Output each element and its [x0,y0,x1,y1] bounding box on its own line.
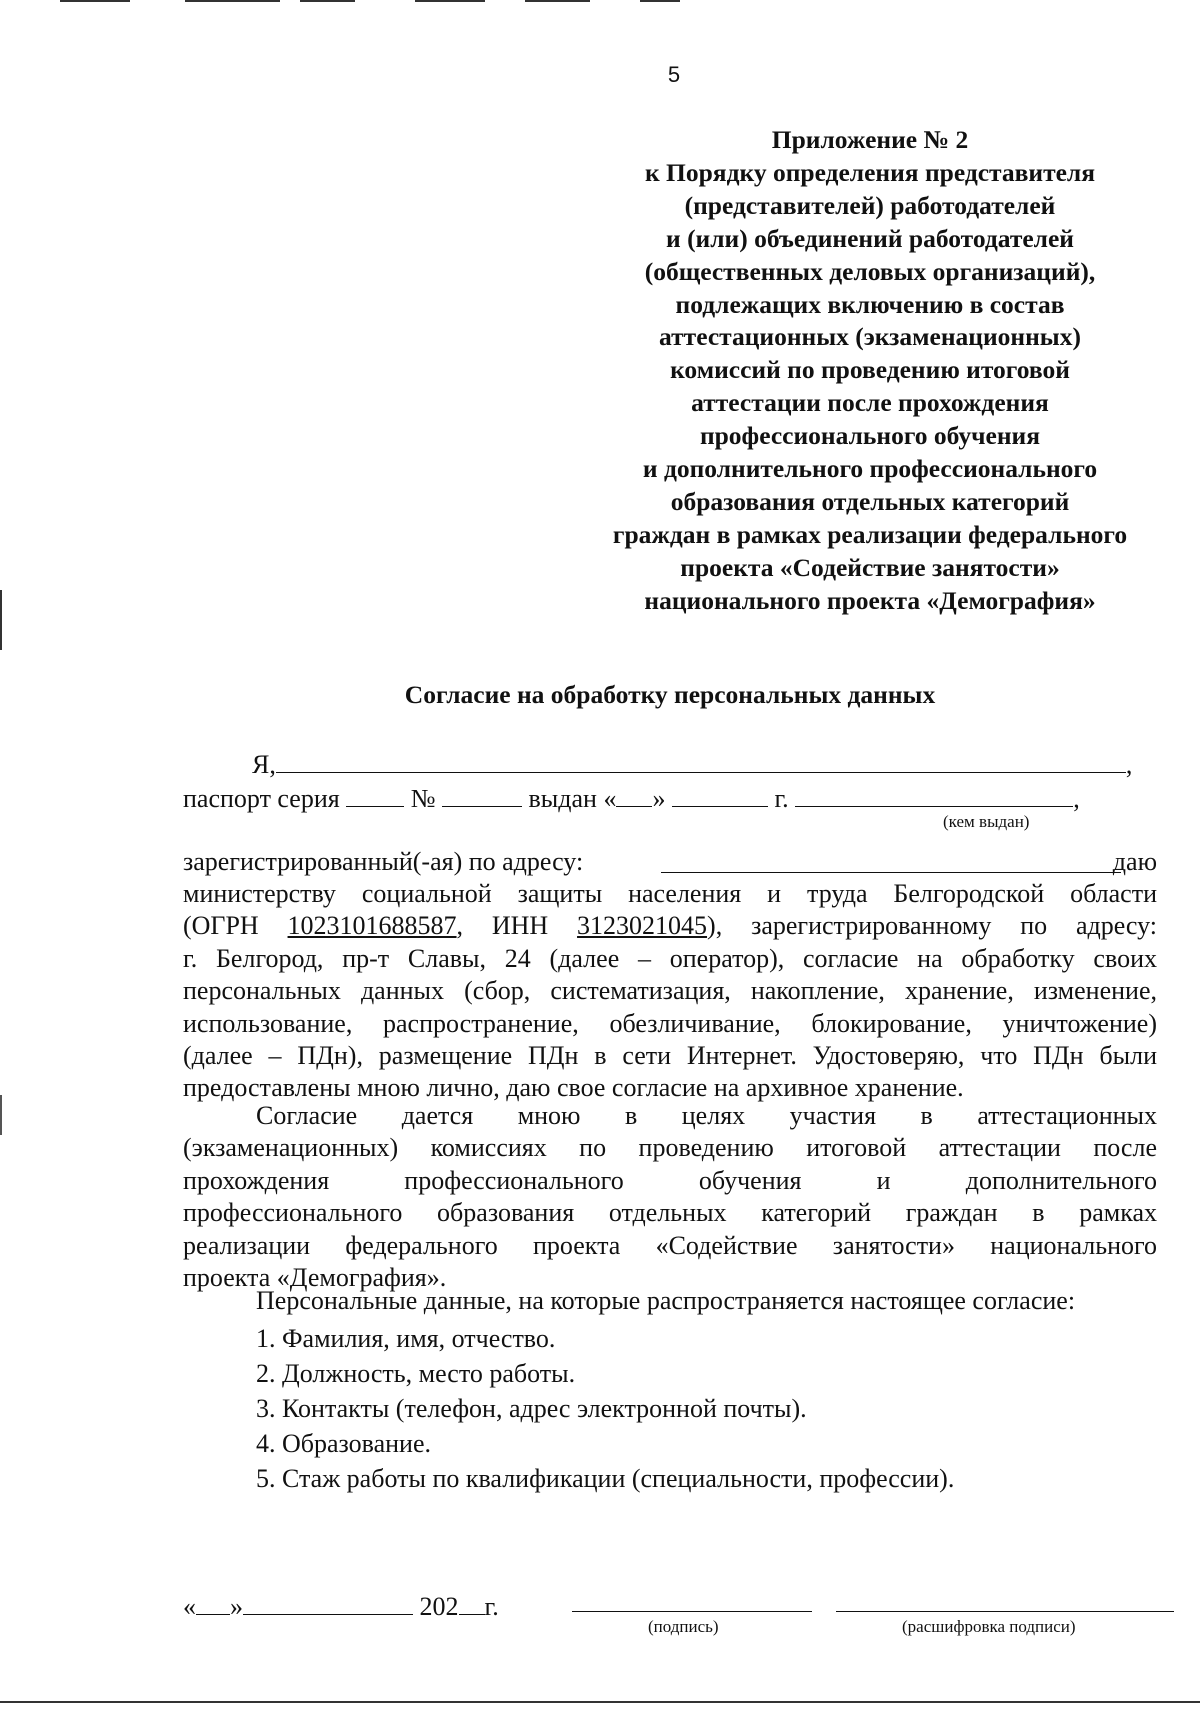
appendix-line: национального проекта «Демография» [644,585,1096,615]
consent-line: персональных данных (сбор, систематизация, накопление, хранение, изменение, [183,976,1157,1006]
passport-series-field[interactable] [346,780,404,807]
scan-artifact-line [300,0,355,2]
issued-year-label: г. [774,784,789,813]
consent-line: министерству социальной защиты населения и труда Белгородской области [183,879,1157,908]
inn-value: 3123021045 [577,911,708,941]
appendix-line: и дополнительного профессионального [642,454,1098,484]
passport-row-content [183,780,1080,815]
consent-line: г. Белгород, пр-т Славы, 24 (далее – оператор), согласие на обработку своих [183,943,1157,973]
date-year-suffix: г. [484,1592,499,1621]
scan-bottom-edge [0,1701,1200,1703]
appendix-line: проекта «Содействие занятости» [680,552,1060,582]
issued-month-field[interactable] [672,780,768,807]
consent-line: предоставлены мною лично, даю свое согласие на архивное хранение. [183,1073,964,1103]
purpose-line: Согласие дается мною в целях участия в аттестационных [256,1101,1157,1130]
scan-artifact-line [185,0,280,2]
purpose-line: проекта «Демография». [183,1262,447,1292]
issued-day-field[interactable] [616,780,652,807]
appendix-line: Приложение № 2 [771,125,969,154]
name-row-end: , [1125,750,1133,779]
issued-by-field[interactable] [795,780,1073,807]
inn-label: , ИНН [456,911,578,941]
consent-line: (далее – ПДн), размещение ПДн в сети Интернет. Удостоверяю, что ПДн были [183,1040,1157,1070]
name-row-content [252,746,1132,781]
date-open: « [183,1592,196,1621]
list-item: 1. Фамилия, имя, отчество. [256,1324,556,1353]
list-item: 4. Образование. [256,1429,432,1458]
ya-label: Я, [252,750,276,779]
personal-data-list [256,1321,954,1496]
scan-artifact-line [640,0,680,2]
decode-caption: (расшифровка подписи) [902,1617,1076,1636]
consent-paragraph [183,878,1157,1105]
signature-caption: (подпись) [648,1617,719,1636]
appendix-line: комиссий по проведению итоговой [670,355,1070,385]
purpose-line: (экзаменационных) комиссиях по проведению итоговой аттестации после [183,1133,1157,1163]
consent-line-tail: зарегистрированному по адресу: [751,911,1157,941]
appendix-header [560,124,1180,618]
give-label: даю [1112,847,1157,876]
scan-edge-mark [0,590,2,650]
date-close: » [230,1592,243,1621]
appendix-line: (общественных деловых организаций), [644,256,1096,286]
date-year-prefix: 202 [419,1592,459,1621]
list-item: 3. Контакты (телефон, адрес электронной почты). [256,1394,807,1423]
issued-by-caption: (кем выдан) [943,812,1030,831]
appendix-line: граждан в рамках реализации федерального [612,519,1128,549]
purpose-line: прохождения профессионального обучения и дополнительного [183,1165,1157,1195]
scan-edge-mark [0,1095,2,1135]
appendix-line: и (или) объединений работодателей [666,223,1074,253]
consent-line-ogrn [183,910,1157,942]
list-intro: Персональные данные, на которые распространяется настоящее согласие: [256,1286,1076,1315]
passport-row-end: , [1073,784,1080,813]
signature-field[interactable] [572,1611,812,1612]
passport-number-field[interactable] [442,780,522,807]
full-name-field[interactable] [276,746,1126,773]
date-month-field[interactable] [243,1588,413,1615]
issued-close: » [652,784,666,813]
date-day-field[interactable] [196,1588,230,1615]
purpose-line: профессионального образования отдельных категорий граждан в рамках [183,1198,1157,1228]
date-year-field[interactable] [459,1588,485,1615]
ogrn-suffix: ), [707,911,723,941]
scan-artifact-line [415,0,485,2]
appendix-line: подлежащих включению в состав [675,289,1065,319]
purpose-paragraph [183,1100,1157,1294]
address-row-label: зарегистрированный(-ая) по адресу: [183,847,584,876]
signature-row [183,1588,499,1622]
appendix-line: профессионального обучения [699,421,1041,451]
signature-decode-field[interactable] [836,1611,1174,1612]
page-number: 5 [667,62,681,87]
scan-artifact-line [525,0,590,2]
passport-number-label: № [410,784,436,813]
purpose-line: реализации федерального проекта «Содействие занятости» национального [183,1230,1157,1260]
list-item: 5. Стаж работы по квалификации (специальности, профессии). [256,1464,955,1493]
address-field[interactable] [661,872,1121,873]
list-item: 2. Должность, место работы. [256,1359,576,1388]
issued-label: выдан « [528,784,617,813]
document-title: Согласие на обработку персональных данных [404,680,936,709]
consent-line: использование, распространение, обезличивание, блокирование, уничтожение) [183,1008,1157,1038]
scan-artifact-line [60,0,130,2]
ogrn-value: 1023101688587 [287,911,457,941]
passport-series-label: паспорт серия [183,784,340,813]
appendix-line: образования отдельных категорий [670,486,1070,516]
appendix-line: (представителей) работодателей [684,190,1056,220]
appendix-line: аттестационных (экзаменационных) [659,322,1081,352]
appendix-line: к Порядку определения представителя [644,157,1096,187]
appendix-line: аттестации после прохождения [691,388,1049,418]
ogrn-prefix: (ОГРН [183,911,288,941]
